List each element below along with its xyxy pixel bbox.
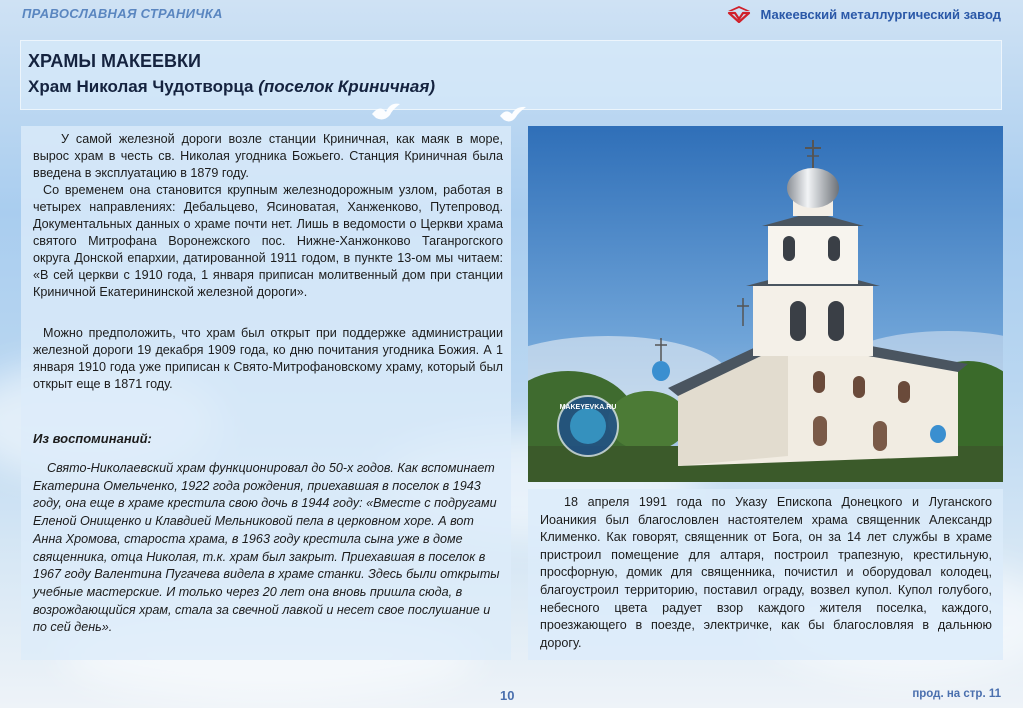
memoirs-text: Свято-Николаевский храм функционировал до 50-х годов. Как вспоминает Екатерина Омельченко, 1922 года рождения, приехавшая в поселок в 1943 году, она еще в храме крестила свою дочь в 1944 году: «Вместе с подругами Еленой Онищенко и Клавдией Мельниковой пела в церковном хоре. А вот Анна Хромова, староста храма, в 1963 году крестила сына уже в доме священника, отца Николая, т.к. храм был закрыт. Приехавшая в поселок в 1967 году Валентина Пугачева видела в храме станки. Здесь были открыты учебные мастерские. И только через 20 лет она вновь пришла сюда, в возрождающийся храм, стала за свечной лавкой и несет свое послушание и по сей день». <box>33 461 500 635</box>
article-text-box <box>21 126 511 660</box>
title-box <box>20 40 1002 110</box>
page-subtitle <box>28 77 435 97</box>
article-paragraph: У самой железной дороги возле станции Криничная, как маяк в море, вырос храм в честь св. Николая угодника Божьего. Станция Криничная была введена в эксплуатацию в 1879 году. <box>33 132 503 180</box>
brand-name: Макеевский металлургический завод <box>760 6 1001 22</box>
dove-icon <box>498 104 528 126</box>
top-bar <box>0 0 1023 30</box>
metallurgical-plant-logo-icon <box>726 5 752 23</box>
page-number: 10 <box>500 688 515 703</box>
photo-watermark: MAKEYEVKA.RU <box>559 404 617 411</box>
subtitle-church-name: Храм Николая Чудотворца <box>28 77 259 96</box>
dove-icon <box>370 100 404 124</box>
church-photo <box>528 126 1003 482</box>
church-illustration <box>528 126 1003 482</box>
caption-text: 18 апреля 1991 года по Указу Епископа Донецкого и Луганского Иоаникия был благословлен настоятелем храма священник Александр Клименко. Как говорят, священник от Бога, он за 14 лет службы в храме пристроил помещение для алтаря, построил трапезную, крестильную, просфорную, домик для священника, почистил и оборудовал колодец, благоустроил территорию, поставил ограду, возвел купол. Купол голубого, небесного цвета радует взор каждого жителя поселка, каждого, проезжающего в поезде, электричке, как бы благословляя в дальнюю дорогу. <box>540 495 992 650</box>
caption-box <box>528 489 1003 660</box>
continued-link[interactable]: прод. на стр. 11 <box>912 688 1001 700</box>
subtitle-location: (поселок Криничная) <box>258 77 436 96</box>
brand <box>726 5 1001 23</box>
section-label: ПРАВОСЛАВНАЯ СТРАНИЧКА <box>22 6 223 21</box>
article-paragraph: Со временем она становится крупным железнодорожным узлом, работая в четырех направлениях: Дебальцево, Ясиноватая, Ханженково, Путепровод. Документальных данных о храме почти нет. Лишь в ведомости о Церкви храма святого Митрофана Воронежского пос. Нижне-Ханжонково Таганрогского округа Донской епархии, датированной 1911 годом, в пункте 13-ом мы читаем: «В сей церкви с 1910 года, 1 января приписан молитвенный дом при станции Криничной Екатерининской железной дороги». <box>33 183 503 299</box>
page-title: ХРАМЫ МАКЕЕВКИ <box>28 51 201 71</box>
memoirs-heading: Из воспоминаний: <box>33 431 152 446</box>
article-paragraph: Можно предположить, что храм был открыт при поддержке администрации железной дороги 19 декабря 1909 года, ко дню почитания угодника Божия. А 1 января 1910 года уже приписан к Свято-Митрофановскому храму, который был открыт еще в 1871 году. <box>33 326 503 391</box>
